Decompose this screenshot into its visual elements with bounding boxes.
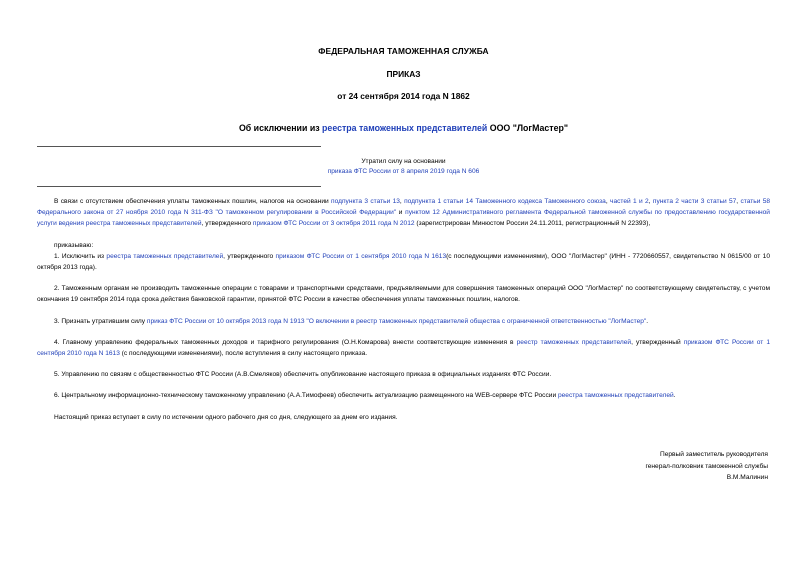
preamble-text: В связи с отсутствием обеспечения уплаты таможенных пошлин, налогов на основании (54, 198, 332, 205)
item-1 (37, 251, 770, 273)
item-text: 3. Признать утратившим силу (54, 317, 147, 325)
preamble-text: , утвержденного (201, 220, 253, 228)
agency-name: ФЕДЕРАЛЬНАЯ ТАМОЖЕННАЯ СЛУЖБА (318, 46, 489, 56)
item-text: 1. Исключить из (54, 252, 107, 260)
item-text: (с последующими изменениями), ООО "ЛогМастер" (ИНН - 7720660557, свидетельство N 0615/00 от 10 октября 2013 года). (37, 252, 770, 272)
item-link[interactable]: реестра таможенных представителей (106, 252, 224, 260)
item-link[interactable]: приказ ФТС России от 10 октября 2013 года N 1913 "О включении в реестр таможенных представителей общества с ограниченной ответственностью "ЛогМастер" (146, 317, 647, 325)
preamble-text: , (605, 198, 611, 205)
preamble-link[interactable]: подпункта 1 статьи 14 Таможенного кодекса Таможенного союза (404, 198, 606, 205)
item-text: , утвержденный (631, 338, 684, 346)
item-3 (37, 316, 770, 327)
item-5: 5. Управлению по связям с общественностью ФТС России (А.В.Смеляков) обеспечить опубликование настоящего приказа в официальных изданиях ФТС России. (54, 371, 552, 379)
item-text: . (646, 317, 649, 325)
preamble-link[interactable]: статьи 58 Федерального закона от 27 ноября 2010 года N 311-ФЗ "О таможенном регулировании в Российской Федерации" (37, 198, 771, 217)
item-link[interactable]: приказом ФТС России от 1 сентября 2010 года N 1613 (37, 338, 770, 358)
item-link[interactable]: реестр таможенных представителей (516, 338, 632, 346)
document-date: от 24 сентября 2014 года N 1862 (337, 91, 470, 101)
item-text: . (673, 392, 676, 400)
preamble-link[interactable]: приказом ФТС России от 3 октября 2011 года N 2012 (252, 220, 415, 228)
preamble-link[interactable]: пунктом 12 Административного регламента Федеральной таможенной службы по предоставлению государственной услуги ведения реестра таможенных представителей (37, 209, 770, 228)
document-body (37, 196, 770, 423)
preamble-link[interactable]: пункта 2 части 3 статьи 57 (652, 198, 737, 205)
item-text: , утвержденного (223, 252, 276, 260)
divider-bottom (37, 186, 321, 187)
preamble-text: (зарегистрирован Минюстом России 24.11.2011, регистрационный N 22393), (414, 220, 651, 228)
item-link[interactable]: реестра таможенных представителей (557, 392, 674, 400)
item-6 (37, 390, 770, 401)
signatory-rank: генерал-полковник таможенной службы (645, 462, 768, 470)
repeal-order-link[interactable]: приказа ФТС России от 8 апреля 2019 года N 606 (327, 168, 480, 175)
preamble-text: , (399, 198, 405, 205)
item-text: (с последующими изменениями), после вступления в силу настоящего приказа. (119, 350, 368, 358)
preamble-paragraph (37, 196, 770, 230)
repeal-note: Утратил силу на основании (361, 158, 446, 165)
item-text: 6. Центральному информационно-техническому таможенному управлению (А.А.Тимофеев) обеспечить актуализацию размещенного на WEB-сервере ФТС России (54, 392, 558, 400)
order-word: приказываю: (54, 241, 94, 249)
signatory-position: Первый заместитель руководителя (659, 451, 768, 458)
effective-date-paragraph: Настоящий приказ вступает в силу по истечении одного рабочего дня со дня, следующего за днем его издания. (54, 413, 398, 421)
signatory-name: В.М.Малинин (726, 474, 768, 482)
document-title (0, 123, 807, 133)
signature-block (37, 449, 768, 484)
item-4 (37, 337, 770, 359)
title-prefix: Об исключении из (238, 123, 323, 133)
repeal-note-line2 (37, 168, 770, 175)
item-link[interactable]: приказом ФТС России от 1 сентября 2010 года N 1613 (275, 252, 447, 260)
preamble-text: , (736, 198, 741, 205)
preamble-text: , (648, 198, 653, 205)
divider-top (37, 146, 321, 147)
item-2: 2. Таможенным органам не производить таможенные операции с товарами и транспортными средствами, предъявляемыми для совершения таможенных операций ООО "ЛогМастер" по соответствующему свидетельству, с учетом окончания 19 сентября 2014 года срока действия банковской гарантии, принятой ФТС России в качестве обеспечения уплаты таможенных пошлин, налогов. (37, 285, 770, 304)
document-type: ПРИКАЗ (386, 69, 421, 79)
item-text: 4. Главному управлению федеральных таможенных доходов и тарифного регулирования (О.Н.Комарова) внести соответствующие изменения в (54, 338, 517, 346)
preamble-link[interactable]: частей 1 и 2 (610, 198, 649, 205)
preamble-text: и (396, 209, 406, 217)
preamble-link[interactable]: подпункта 3 статьи 13 (331, 198, 400, 205)
title-suffix: ООО "ЛогМастер" (487, 123, 569, 133)
title-registry-link[interactable]: реестра таможенных представителей (322, 123, 488, 133)
